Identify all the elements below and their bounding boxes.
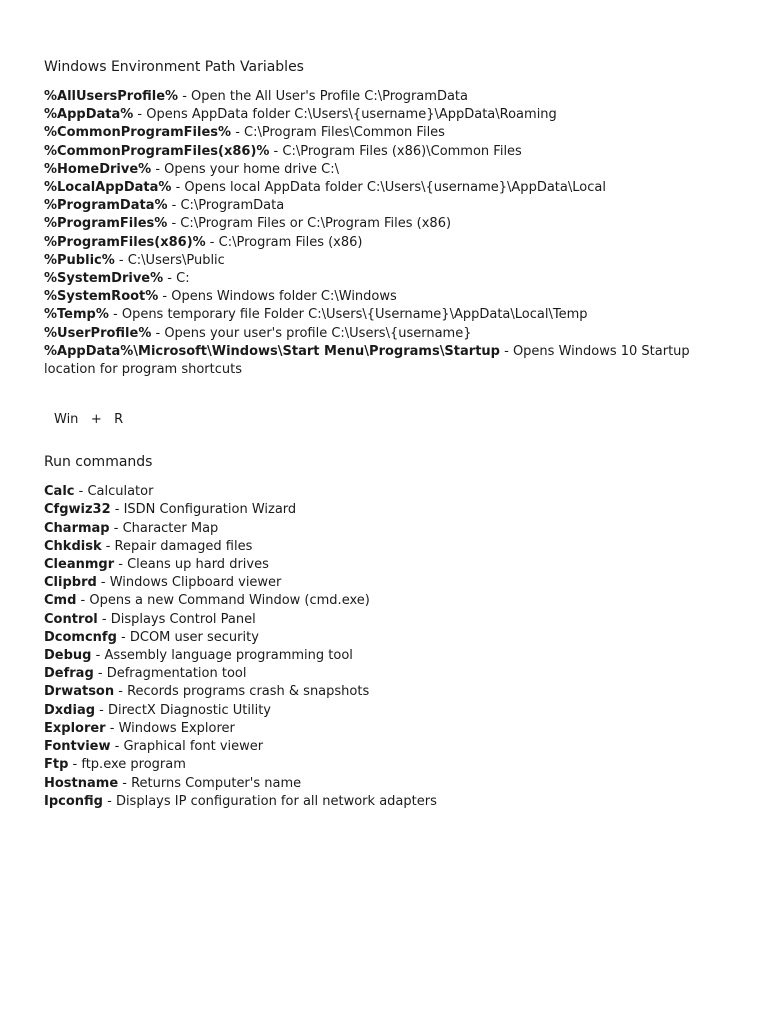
run-command-item-key: Ipconfig	[44, 793, 103, 809]
env-variable-item-description: - C:	[163, 271, 190, 287]
run-command-item-key: Defrag	[44, 666, 94, 682]
env-variable-item	[44, 252, 744, 270]
env-variable-item-key: %LocalAppData%	[44, 180, 172, 196]
run-command-item	[44, 520, 744, 538]
run-command-item	[44, 702, 744, 720]
env-variable-item-key: %CommonProgramFiles%	[44, 125, 232, 141]
run-command-item-key: Calc	[44, 484, 75, 500]
run-command-item	[44, 720, 744, 738]
env-variable-item-key: %ProgramFiles%	[44, 216, 168, 232]
env-variable-item	[44, 306, 744, 324]
run-command-item-key: Clipbrd	[44, 575, 97, 591]
run-command-item	[44, 738, 744, 756]
env-section-title: Windows Environment Path Variables	[44, 59, 304, 75]
run-command-item	[44, 647, 744, 665]
run-command-item-description: - Windows Clipboard viewer	[96, 575, 282, 591]
run-command-item	[44, 611, 744, 629]
run-command-item-description: - Cleans up hard drives	[114, 557, 269, 573]
env-variable-item-key: %AppData%	[44, 107, 134, 123]
env-variable-item-description: - Opens AppData folder C:\Users\{username}\AppData\Roaming	[133, 107, 557, 123]
env-variable-item	[44, 288, 744, 306]
run-command-item-description: - Displays Control Panel	[97, 611, 256, 627]
env-variable-item	[44, 343, 744, 379]
run-command-item-description: - ftp.exe program	[68, 757, 186, 773]
env-variable-item-key: %AppData%\Microsoft\Windows\Start Menu\Programs\Startup	[44, 343, 500, 359]
env-variable-item-description: - C:\Program Files or C:\Program Files (x86)	[167, 216, 452, 232]
run-command-item	[44, 756, 744, 774]
run-command-item-description: - Displays IP configuration for all network adapters	[102, 793, 437, 809]
run-command-item-key: Dcomcnfg	[44, 629, 117, 645]
env-variable-item-key: %Temp%	[44, 307, 109, 323]
env-variable-item	[44, 197, 744, 215]
run-command-item	[44, 665, 744, 683]
env-variable-item	[44, 234, 744, 252]
env-variable-item	[44, 161, 744, 179]
env-variable-item	[44, 325, 744, 343]
run-command-item-key: Charmap	[44, 520, 110, 536]
env-variable-item-description: - Opens Windows 10 Startup location for program shortcuts	[44, 343, 690, 378]
run-shortcut-text: Win + R	[54, 412, 124, 428]
run-command-item-description: - Opens a new Command Window (cmd.exe)	[76, 593, 370, 609]
run-command-item	[44, 556, 744, 574]
run-command-item	[44, 629, 744, 647]
run-command-item	[44, 592, 744, 610]
env-variable-item-key: %ProgramData%	[44, 198, 168, 214]
run-command-item-key: Debug	[44, 648, 92, 664]
run-section-title: Run commands	[44, 454, 153, 471]
run-command-item-description: - Returns Computer's name	[118, 775, 302, 791]
run-command-item	[44, 775, 744, 793]
run-command-item-description: - ISDN Configuration Wizard	[110, 502, 297, 518]
run-command-item-description: - Windows Explorer	[105, 720, 235, 736]
env-variable-item-description: - C:\Users\Public	[114, 252, 225, 268]
env-variable-item-key: %ProgramFiles(x86)%	[44, 234, 206, 250]
env-variable-item-description: - Opens Windows folder C:\Windows	[158, 289, 397, 305]
run-command-item-description: - Character Map	[109, 520, 219, 536]
run-command-item	[44, 574, 744, 592]
env-variable-item-description: - Opens temporary file Folder C:\Users\{Username}\AppData\Local\Temp	[108, 307, 588, 323]
run-command-item-key: Control	[44, 611, 98, 627]
run-command-item-key: Fontview	[44, 739, 111, 755]
env-variable-item-description: - Open the All User's Profile C:\ProgramData	[178, 89, 468, 104]
env-variable-item-key: %AllUsersProfile%	[44, 89, 179, 104]
run-command-item	[44, 683, 744, 701]
env-variable-item-key: %CommonProgramFiles(x86)%	[44, 143, 270, 159]
run-command-item-description: - Records programs crash & snapshots	[114, 684, 370, 700]
env-variable-item	[44, 124, 744, 142]
run-command-item-description: - Calculator	[74, 484, 154, 500]
env-variable-item-key: %HomeDrive%	[44, 161, 152, 177]
run-command-item-description: - Assembly language programming tool	[91, 648, 353, 664]
env-variable-item	[44, 179, 744, 197]
run-command-item	[44, 501, 744, 519]
run-command-item-key: Drwatson	[44, 684, 115, 700]
run-command-item-description: - Repair damaged files	[101, 538, 253, 554]
env-variable-item-description: - Opens local AppData folder C:\Users\{username}\AppData\Local	[171, 180, 606, 196]
env-variable-item-description: - Opens your user's profile C:\Users\{username}	[151, 325, 472, 341]
run-command-item-key: Explorer	[44, 720, 106, 736]
env-variable-item-key: %SystemRoot%	[44, 289, 159, 305]
run-command-item	[44, 538, 744, 556]
env-variable-item-description: - Opens your home drive C:\	[151, 161, 339, 177]
run-command-item-description: - Defragmentation tool	[93, 666, 247, 682]
run-command-item-key: Hostname	[44, 775, 119, 791]
env-variable-item-key: %SystemDrive%	[44, 271, 164, 287]
env-variable-item	[44, 88, 744, 106]
run-command-item-key: Chkdisk	[44, 538, 102, 554]
run-command-item-key: Dxdiag	[44, 702, 96, 718]
run-command-item-description: - Graphical font viewer	[110, 739, 264, 755]
run-command-item-key: Cfgwiz32	[44, 502, 111, 518]
run-command-item-description: - DCOM user security	[116, 629, 259, 645]
run-command-item	[44, 793, 744, 811]
env-variable-item	[44, 143, 744, 161]
env-variable-item-description: - C:\ProgramData	[167, 198, 285, 214]
env-variable-item-description: - C:\Program Files (x86)\Common Files	[269, 143, 522, 159]
env-variable-item-key: %UserProfile%	[44, 325, 152, 341]
env-variable-item-description: - C:\Program Files (x86)	[205, 234, 363, 250]
env-variable-item	[44, 106, 744, 124]
run-command-list	[44, 483, 744, 811]
env-variable-item-key: %Public%	[44, 252, 115, 268]
env-variable-list	[44, 88, 744, 379]
env-variable-item	[44, 270, 744, 288]
run-command-item-description: - DirectX Diagnostic Utility	[95, 702, 271, 718]
document-page	[44, 58, 744, 811]
env-variable-item-description: - C:\Program Files\Common Files	[231, 125, 445, 141]
run-command-item	[44, 483, 744, 501]
env-variable-item	[44, 215, 744, 233]
run-command-item-key: Cmd	[44, 593, 77, 609]
run-command-item-key: Ftp	[44, 757, 69, 773]
run-command-item-key: Cleanmgr	[44, 557, 115, 573]
